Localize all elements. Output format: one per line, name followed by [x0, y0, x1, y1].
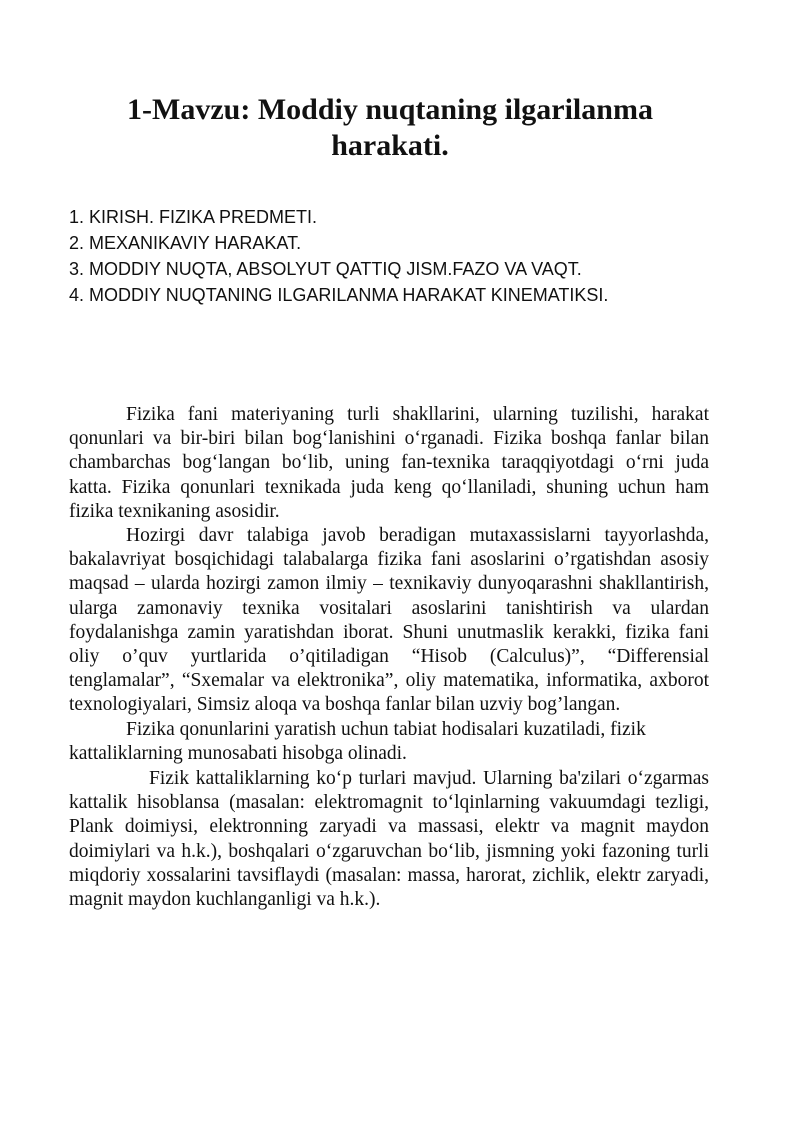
outline-item: 2. MEXANIKAVIY HARAKAT. [69, 233, 302, 253]
outline-item: 4. MODDIY NUQTANING ILGARILANMA HARAKAT KINEMATIKSI. [69, 285, 609, 305]
paragraph: Fizik kattaliklarning ko‘p turlari mavjud. Ularning ba'zilari o‘zgarmas kattalik hisoblansa (masalan: elektromagnit to‘lqinlarning vakuumdagi tezligi, Plank doimiysi, elektronning zaryadi va massasi, elektr va magnit maydon doimiylari va h.k.), boshqalari o‘zgaruvchan bo‘lib, jismning yoki fazoning turli miqdoriy xossalarini tavsiflaydi (masalan: massa, harorat, zichlik, elektr zaryadi, magnit maydon kuchlanganligi va h.k.). [69, 768, 709, 911]
outline-item: 3. MODDIY NUQTA, ABSOLYUT QATTIQ JISM.FAZO VA VAQT. [69, 259, 582, 279]
document-title: 1-Mavzu: Moddiy nuqtaning ilgarilanma harakati. [127, 93, 653, 162]
body-text [69, 403, 709, 912]
paragraph: Hozirgi davr talabiga javob beradigan mutaxassislarni tayyorlashda, bakalavriyat bosqichidagi talabalarga fizika fani asoslarini o’rgatishdan asosiy maqsad – ularda hozirgi zamon ilmiy – texnikaviy dunyoqarashni shakllantirish, ularga zamonaviy texnika vositalari asoslarini tanishtirish va ulardan foydalanishga zamin yaratishdan iborat. Shuni unutmaslik kerakki, fizika fani oliy o’quv yurtlarida o’qitiladigan “Hisob (Calculus)”, “Differensial tenglamalar”, “Sxemalar va elektronika”, oliy matematika, informatika, axborot texnologiyalari, Simsiz aloqa va boshqa fanlar bilan uzviy bog’langan. [69, 525, 709, 716]
paragraph: Fizika fani materiyaning turli shakllarini, ularning tuzilishi, harakat qonunlari va bir-biri bilan bog‘lanishini o‘rganadi. Fizika boshqa fanlar bilan chambarchas bog‘langan bo‘lib, uning fan-texnika taraqqiyotdagi o‘rni juda katta. Fizika qonunlari texnikada juda keng qo‘llaniladi, shuning uchun ham fizika texnikaning asosidir. [69, 404, 709, 522]
outline-item: 1. KIRISH. FIZIKA PREDMETI. [69, 207, 318, 227]
topic-outline [69, 204, 719, 308]
paragraph: Fizika qonunlarini yaratish uchun tabiat hodisalari kuzatiladi, fizik kattaliklarning munosabati hisobga olinadi. [69, 718, 646, 764]
